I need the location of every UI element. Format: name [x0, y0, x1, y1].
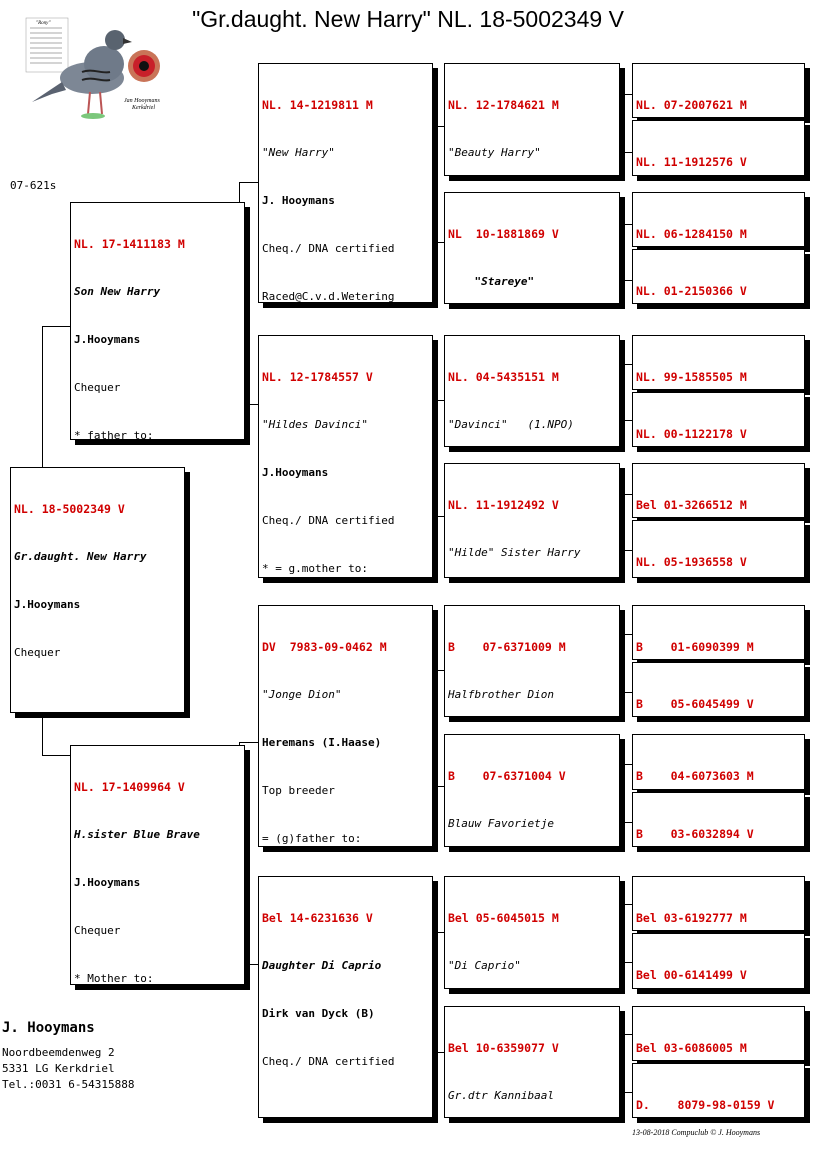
owner-name: J.Hooymans [14, 598, 81, 611]
logo-text: "Rony" [36, 21, 51, 26]
ring-number: Bel 10-6359077 V [448, 1041, 559, 1055]
pedigree-box-gen4 [632, 792, 805, 847]
pigeon-name: "Hilde" Sister Harry [448, 546, 581, 559]
footer-credit: 13-08-2018 Compuclub © J. Hooymans [632, 1128, 761, 1137]
page-title: "Gr.daught. New Harry" NL. 18-5002349 V [192, 6, 624, 32]
ring-number: B 05-6045499 V [636, 697, 754, 711]
info-line: Chequer [74, 924, 121, 937]
pedigree-box-gen4 [632, 605, 805, 660]
ring-number: B 04-6073603 M [636, 769, 754, 783]
ring-number: B 03-6032894 V [636, 827, 754, 841]
ring-number: NL. 17-1411183 M [74, 237, 185, 251]
owner-name: Heremans (I.Haase) [262, 736, 382, 749]
ring-number: Bel 00-6141499 V [636, 968, 747, 982]
pedigree-box-gen4 [632, 520, 805, 578]
pedigree-box-sire-dam [258, 335, 433, 578]
pedigree-box-gen4 [632, 192, 805, 247]
info-line: Cheq./ DNA certified [262, 1055, 395, 1068]
ring-number: NL. 17-1409964 V [74, 780, 185, 794]
owner-name: J. Hooymans [262, 194, 335, 207]
ring-number: NL. 07-2007621 M [636, 98, 747, 112]
pedigree-box-dam [70, 745, 245, 985]
pedigree-box-dss [444, 605, 620, 717]
ring-number: D. 8079-98-0159 V [636, 1098, 775, 1112]
breeder-name: J. Hooymans [2, 1020, 95, 1036]
ring-number: NL. 01-2150366 V [636, 284, 747, 298]
ring-number: NL. 99-1585505 M [636, 370, 747, 384]
pedigree-box-ssd [444, 192, 620, 304]
ring-number: NL. 12-1784557 V [262, 370, 373, 384]
pigeon-name: "Beauty Harry" [448, 146, 541, 159]
pedigree-box-sire [70, 202, 245, 440]
pedigree-box-gen4 [632, 392, 805, 447]
pigeon-logo [22, 16, 172, 126]
side-code: 07-621s [10, 179, 57, 192]
pigeon-name: Son New Harry [74, 285, 161, 298]
pedigree-box-dsd [444, 734, 620, 847]
ring-number: NL. 12-1784621 M [448, 98, 559, 112]
ring-number: NL. 06-1284150 M [636, 227, 747, 241]
info-line: = (g)father to: [262, 832, 362, 845]
pedigree-box-sdd [444, 463, 620, 578]
info-line: * = g.mother to: [262, 562, 368, 575]
pigeon-name: Gr.daught. New Harry [14, 550, 147, 563]
pigeon-name: "Stareye" [448, 275, 535, 288]
ring-number: B 01-6090399 M [636, 640, 754, 654]
pedigree-box-sire-sire [258, 63, 433, 303]
ring-number: NL. 18-5002349 V [14, 502, 125, 516]
owner-name: J.Hooymans [74, 876, 141, 889]
ring-number: NL. 05-1936558 V [636, 555, 747, 569]
ring-number: NL. 04-5435151 M [448, 370, 559, 384]
pedigree-box-sds [444, 335, 620, 447]
ring-number: B 07-6371009 M [448, 640, 566, 654]
info-line: Top breeder [262, 784, 335, 797]
address-line: Tel.:0031 6-54315888 [2, 1078, 135, 1091]
pedigree-box-gen4 [632, 1063, 805, 1118]
info-line: Chequer [74, 381, 121, 394]
pigeon-name: Blauw Favorietje [448, 817, 554, 830]
ring-number: DV 7983-09-0462 M [262, 640, 387, 654]
pedigree-box-gen4 [632, 1006, 805, 1061]
ring-number: NL 10-1881869 V [448, 227, 559, 241]
logo-text: Jan Hooymans [124, 98, 160, 104]
pedigree-box-gen4 [632, 662, 805, 717]
owner-name: J.Hooymans [262, 466, 329, 479]
ring-number: Bel 01-3266512 M [636, 498, 747, 512]
ring-number: NL. 00-1122178 V [636, 427, 747, 441]
pedigree-box-subject [10, 467, 185, 713]
pedigree-box-gen4 [632, 335, 805, 390]
ring-number: Bel 14-6231636 V [262, 911, 373, 925]
address-line: Noordbeemdenweg 2 [2, 1046, 115, 1059]
pedigree-box-gen4 [632, 249, 805, 304]
ring-number: NL. 11-1912576 V [636, 155, 747, 169]
pigeon-name: Daughter Di Caprio [262, 959, 382, 972]
pigeon-name: "Di Caprio" [448, 959, 521, 972]
pigeon-name: "Davinci" (1.NPO) [448, 418, 574, 431]
ring-number: NL. 11-1912492 V [448, 498, 559, 512]
ring-number: Bel 03-6086005 M [636, 1041, 747, 1055]
pigeon-name: Gr.dtr Kannibaal [448, 1089, 554, 1102]
pedigree-box-gen4 [632, 876, 805, 931]
info-line [14, 693, 181, 709]
pigeon-name: "Hildes Davinci" [262, 418, 368, 431]
ring-number: NL. 14-1219811 M [262, 98, 373, 112]
pedigree-box-gen4 [632, 63, 805, 118]
pedigree-box-gen4 [632, 463, 805, 518]
info-line: Chequer [14, 646, 61, 659]
ring-number: Bel 05-6045015 M [448, 911, 559, 925]
pigeon-name: H.sister Blue Brave [74, 828, 200, 841]
pigeon-name: "Jonge Dion" [262, 688, 342, 701]
pedigree-box-ddd [444, 1006, 620, 1118]
owner-name: Dirk van Dyck (B) [262, 1007, 375, 1020]
ring-number: Bel 03-6192777 M [636, 911, 747, 925]
pigeon-name: "New Harry" [262, 146, 335, 159]
pedigree-box-sss [444, 63, 620, 176]
pedigree-box-dam-sire [258, 605, 433, 847]
info-line: Raced@C.v.d.Wetering [262, 290, 395, 303]
pedigree-box-gen4 [632, 933, 805, 989]
pedigree-box-gen4 [632, 120, 805, 176]
breeder-address [2, 1045, 134, 1093]
address-line: 5331 LG Kerkdriel [2, 1062, 115, 1075]
owner-name: J.Hooymans [74, 333, 141, 346]
ring-number: B 07-6371004 V [448, 769, 566, 783]
pigeon-name: Halfbrother Dion [448, 688, 554, 701]
logo-text: Kerkdriel [132, 105, 155, 111]
info-line: * Mother to: [74, 972, 154, 985]
pedigree-box-dam-dam [258, 876, 433, 1118]
info-line: * father to: [74, 429, 154, 440]
info-line: Cheq./ DNA certified [262, 242, 395, 255]
pedigree-box-dds [444, 876, 620, 989]
pedigree-box-gen4 [632, 734, 805, 790]
info-line: Cheq./ DNA certified [262, 514, 395, 527]
